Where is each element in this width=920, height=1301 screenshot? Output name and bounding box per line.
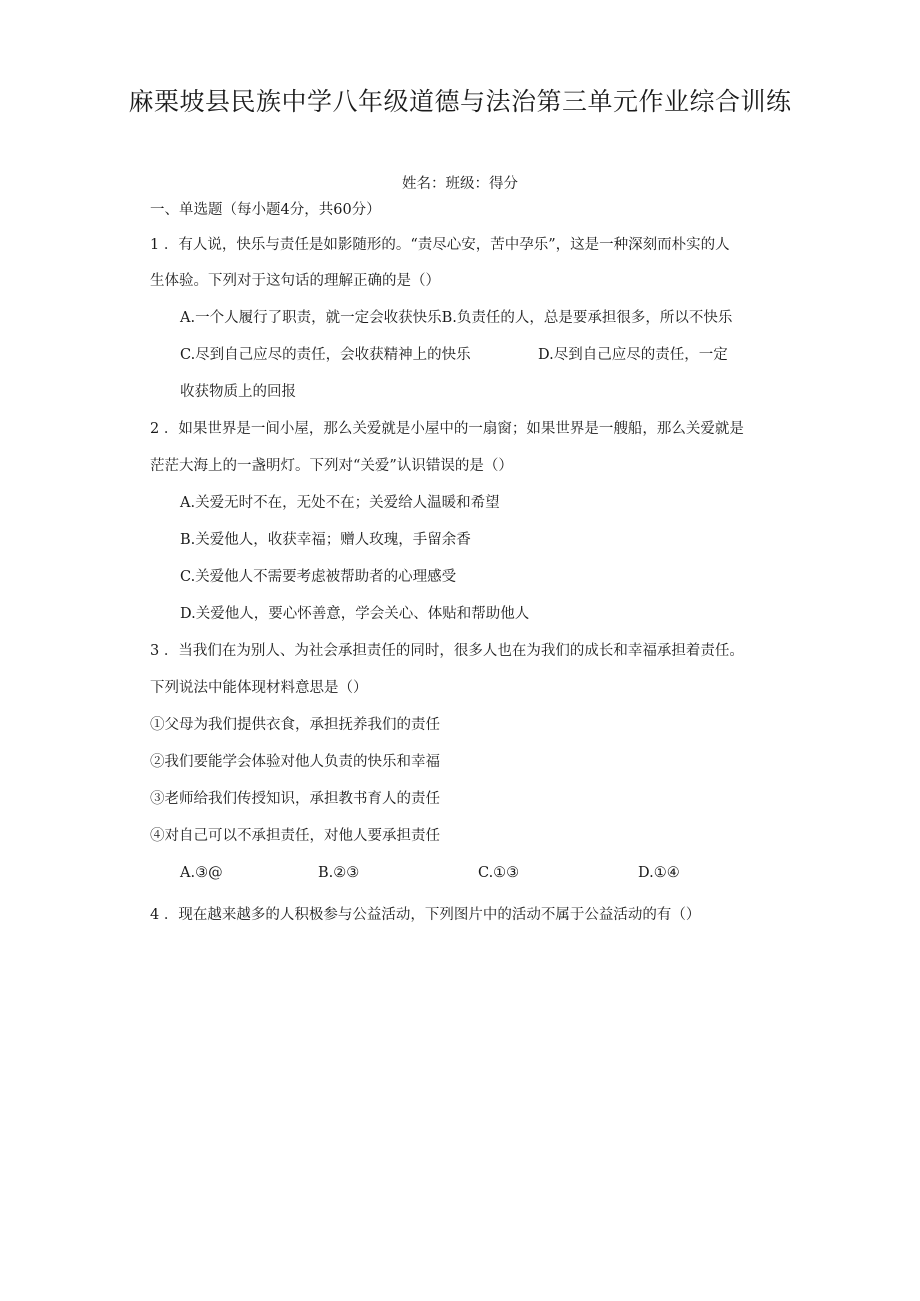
question-1-option-c: C.尽到自己应尽的责任，会收获精神上的快乐	[180, 347, 471, 363]
section-heading: 一、单选题（每小题4分，共60分）	[150, 202, 381, 218]
question-1-options-ab: A.一个人履行了职责，就一定会收获快乐B.负责任的人，总是要承担很多，所以不快乐	[180, 310, 733, 326]
question-4-stem-line-1: 4 ．现在越来越多的人积极参与公益活动，下列图片中的活动不属于公益活动的有（）	[150, 907, 701, 923]
question-3-option-d: D.①④	[638, 865, 680, 881]
document-title: 麻栗坡县民族中学八年级道德与法治第三单元作业综合训练	[128, 87, 792, 116]
question-3-stem-line-1: 3 ．当我们在为别人、为社会承担责任的同时，很多人也在为我们的成长和幸福承担着责任。	[150, 643, 744, 659]
question-3-option-c: C.①③	[478, 865, 520, 881]
question-1-option-d: D.尽到自己应尽的责任，一定	[538, 347, 728, 363]
question-1-stem-line-1: 1 ．有人说，快乐与责任是如影随形的。“责尽心安，苦中孕乐”，这是一种深刻而朴实的人	[150, 237, 730, 253]
question-2-stem-line-1: 2 ．如果世界是一间小屋，那么关爱就是小屋中的一扇窗；如果世界是一艘船，那么关爱就是	[150, 421, 744, 437]
question-2-option-a: A.关爱无时不在，无处不在；关爱给人温暖和希望	[180, 495, 500, 511]
question-3-item-2: ②我们要能学会体验对他人负责的快乐和幸福	[150, 754, 440, 770]
question-2-option-b: B.关爱他人，收获幸福；赠人玫瑰，手留余香	[180, 532, 471, 548]
question-3-item-3: ③老师给我们传授知识，承担教书育人的责任	[150, 791, 440, 807]
student-info-line: 姓名：班级：得分	[402, 176, 518, 192]
question-1-option-d-continued: 收获物质上的回报	[180, 384, 296, 400]
question-2-stem-line-2: 茫茫大海上的一盏明灯。下列对“关爱”认识错误的是（）	[150, 458, 513, 474]
question-2-option-c: C.关爱他人不需要考虑被帮助者的心理感受	[180, 569, 457, 585]
question-1-stem-line-2: 生体验。下列对于这句话的理解正确的是（）	[150, 273, 440, 289]
question-3-stem-line-2: 下列说法中能体现材料意思是（）	[150, 680, 368, 696]
question-3-option-b: B.②③	[318, 865, 360, 881]
question-3-option-a: A.③@	[180, 865, 223, 881]
question-2-option-d: D.关爱他人，要心怀善意，学会关心、体贴和帮助他人	[180, 606, 530, 622]
question-3-item-1: ①父母为我们提供衣食，承担抚养我们的责任	[150, 717, 440, 733]
question-3-item-4: ④对自己可以不承担责任，对他人要承担责任	[150, 828, 440, 844]
